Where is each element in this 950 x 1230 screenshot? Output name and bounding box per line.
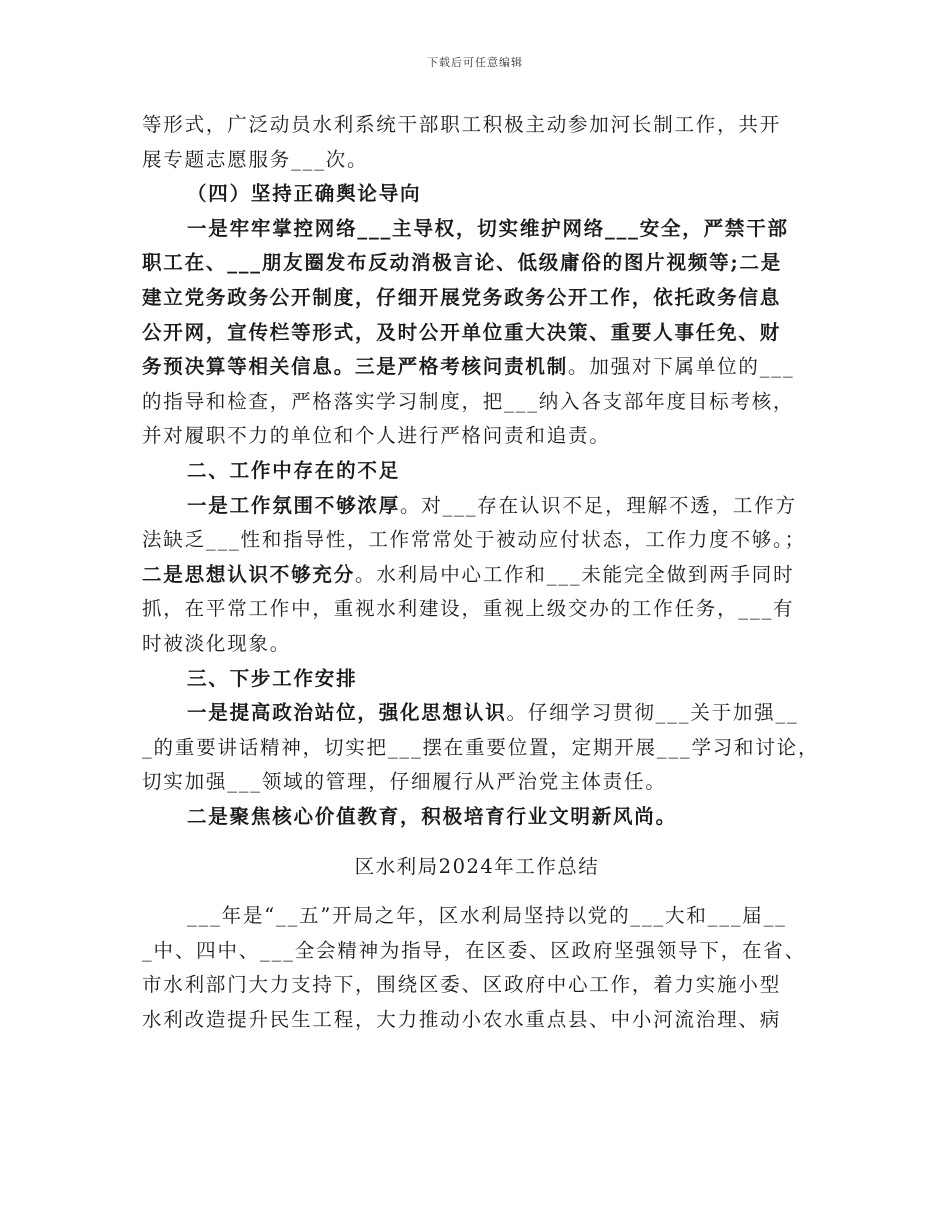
paragraph-line: 并对履职不力的单位和个人进行严格问责和追责。 [142,424,611,448]
paragraph-line: 职工在、___朋友圈发布反动消极言论、低级庸俗的图片视频等;二是 [142,251,783,275]
paragraph-line: 一是牢牢掌控网络___主导权，切实维护网络___安全，严禁干部 [187,216,789,240]
paragraph-line: 法缺乏___性和指导性，工作常常处于被动应付状态，工作力度不够。； [142,528,806,552]
section-heading-three: 三、下步工作安排 [187,666,358,690]
text-run: 。水利局中心工作和___未能完全做到两手同时 [355,562,795,586]
paragraph-line [142,558,812,593]
paragraph-line: 二是聚焦核心价值教育，积极培育行业文明新风尚。 [187,804,677,828]
document-title: 区水利局2024年工作总结 [354,855,600,879]
section-heading-two: 二、工作中存在的不足 [187,458,401,482]
paragraph-line: 建立党务政务公开制度，仔细开展党务政务公开工作，依托政务信息 [142,285,782,309]
paragraph-line: 切实加强___领域的管理，仔细履行从严治党主体责任。 [142,770,667,794]
text-run: 。加强对下属单位的___ [568,355,795,379]
bold-phrase: 一是提高政治站位，强化思想认识 [187,701,507,725]
paragraph-line: 抓，在平常工作中，重视水利建设，重视上级交办的工作任务，___有 [142,597,795,621]
text-run: 。对___存在认识不足，理解不透，工作方 [400,493,797,517]
document-body [142,108,820,1037]
section-heading-four: （四）坚持正确舆论导向 [187,182,422,206]
paragraph-line: _的重要讲话精神，切实把___摆在重要位置，定期开展___学习和讨论， [142,735,820,759]
paragraph-line: 水利改造提升民生工程，大力推动小农水重点县、中小河流治理、病 [142,1007,782,1031]
page-header-note: 下载后可任意编辑 [427,56,523,69]
paragraph-line: 市水利部门大力支持下，围绕区委、区政府中心工作，着力实施小型 [142,973,782,997]
bold-phrase: 务预决算等相关信息。三是严格考核问责机制 [142,355,569,379]
paragraph-line: 时被淡化现象。 [142,631,292,655]
paragraph-line [142,696,812,731]
paragraph-line [142,489,812,524]
paragraph-line: 等形式，广泛动员水利系统干部职工积极主动参加河长制工作，共开 [142,113,782,136]
paragraph-line: 公开网，宣传栏等形式，及时公开单位重大决策、重要人事任免、财 [142,320,782,344]
paragraph-line: 展专题志愿服务___次。 [142,147,369,171]
paragraph-line: 的指导和检查，严格落实学习制度，把___纳入各支部年度目标考核， [142,389,795,413]
paragraph-line [142,350,812,385]
bold-phrase: 二是思想认识不够充分 [142,562,356,586]
paragraph-line: _中、四中、___全会精神为指导，在区委、区政府坚强领导下，在省、 [142,938,806,962]
paragraph-line: ___年是“__五”开局之年，区水利局坚持以党的___大和___届__ [187,904,787,928]
text-run: 。仔细学习贯彻___关于加强__ [506,701,799,725]
bold-phrase: 一是工作氛围不够浓厚 [187,493,401,517]
